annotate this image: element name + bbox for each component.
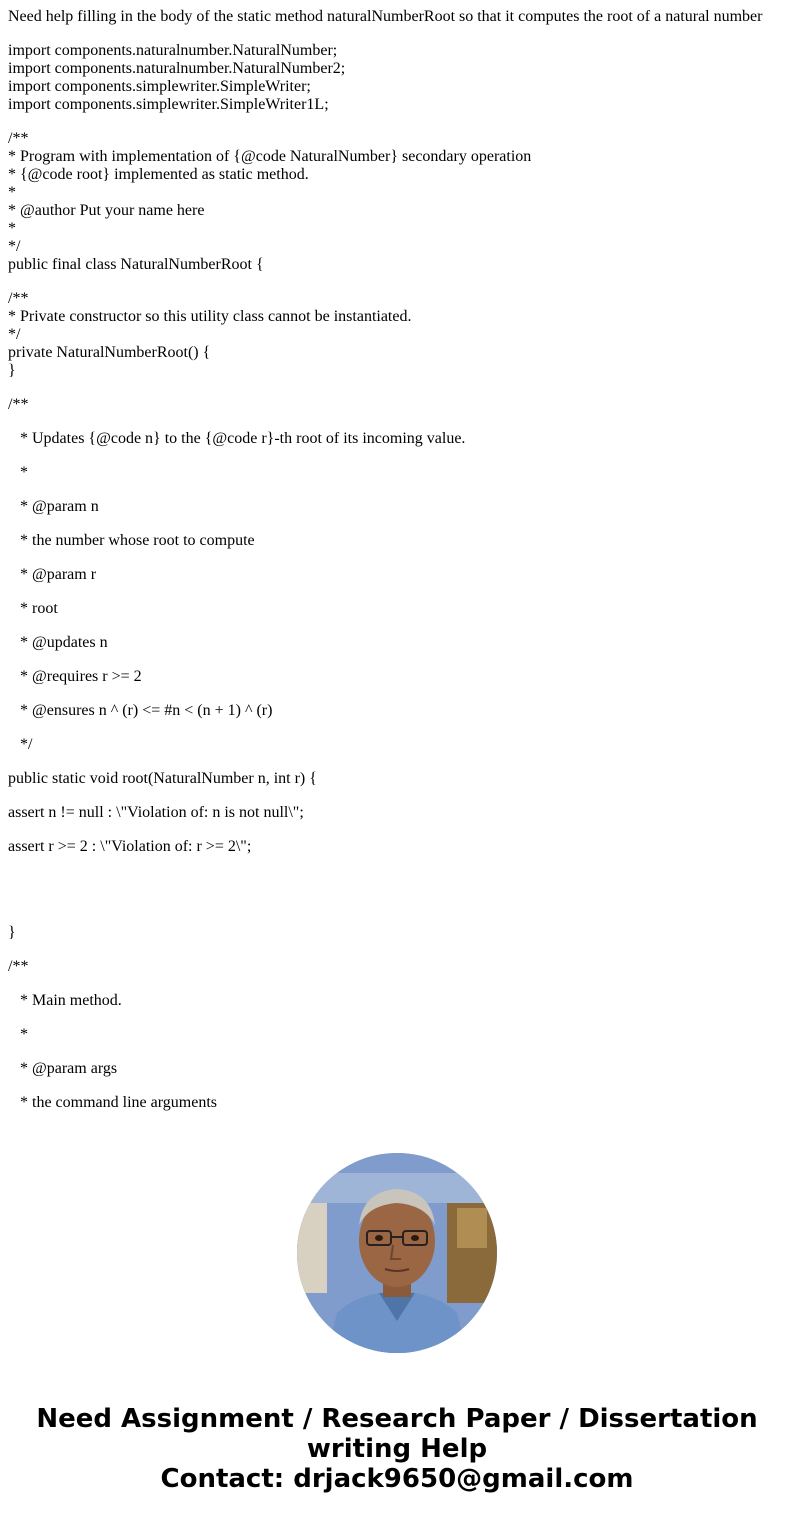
class-declaration: public final class NaturalNumberRoot { bbox=[8, 256, 264, 273]
constructor-declaration: private NaturalNumberRoot() { bbox=[8, 344, 211, 361]
main-doc-line: * the command line arguments bbox=[8, 1094, 217, 1111]
code-line: * Private constructor so this utility class cannot be instantiated. bbox=[8, 308, 412, 325]
import-line: import components.naturalnumber.NaturalNumber; bbox=[8, 42, 338, 59]
import-line: import components.naturalnumber.NaturalNumber2; bbox=[8, 60, 346, 77]
code-line: * @author Put your name here bbox=[8, 202, 205, 219]
code-line: * {@code root} implemented as static method. bbox=[8, 166, 309, 183]
code-line: } bbox=[8, 362, 16, 379]
root-doc-line: * @updates n bbox=[8, 634, 108, 651]
empty-method-body bbox=[8, 872, 788, 924]
root-doc-line: * root bbox=[8, 600, 58, 617]
root-doc-line: * @param r bbox=[8, 566, 97, 583]
root-doc-line: */ bbox=[8, 736, 33, 753]
root-doc-line: * Updates {@code n} to the {@code r}-th root of its incoming value. bbox=[8, 430, 466, 447]
code-line: * Program with implementation of {@code NaturalNumber} secondary operation bbox=[8, 148, 532, 165]
root-doc-line: * bbox=[8, 464, 28, 481]
code-line: /** bbox=[8, 290, 29, 307]
method-signature: public static void root(NaturalNumber n, int r) { bbox=[8, 770, 317, 787]
class-doc-block bbox=[8, 130, 788, 274]
import-line: import components.simplewriter.SimpleWriter; bbox=[8, 78, 311, 95]
method-close-brace: } bbox=[8, 924, 16, 941]
code-line: */ bbox=[8, 326, 21, 343]
code-line: */ bbox=[8, 238, 21, 255]
main-doc-line: * @param args bbox=[8, 1060, 118, 1077]
code-line: * bbox=[8, 184, 16, 201]
code-line: /** bbox=[8, 130, 29, 147]
root-doc-line: * @ensures n ^ (r) <= #n < (n + 1) ^ (r) bbox=[8, 702, 273, 719]
question-document bbox=[8, 8, 788, 1122]
imports-block bbox=[8, 42, 788, 114]
constructor-block bbox=[8, 290, 788, 380]
root-doc-line: * @requires r >= 2 bbox=[8, 668, 142, 685]
assert-n-line: assert n != null : \"Violation of: n is not null\"; bbox=[8, 804, 304, 821]
root-doc-line: * @param n bbox=[8, 498, 99, 515]
avatar-portrait bbox=[297, 1153, 497, 1353]
question-heading: Need help filling in the body of the static method naturalNumberRoot so that it computes the root of a natural number bbox=[8, 8, 763, 25]
promo-contact-line: Contact: drjack9650@gmail.com bbox=[160, 1464, 634, 1494]
root-doc-open: /** bbox=[8, 396, 29, 413]
promo-banner bbox=[0, 1404, 794, 1494]
root-doc-line: * the number whose root to compute bbox=[8, 532, 255, 549]
main-doc-line: * Main method. bbox=[8, 992, 122, 1009]
promo-line-2: writing Help bbox=[306, 1434, 488, 1464]
import-line: import components.simplewriter.SimpleWriter1L; bbox=[8, 96, 329, 113]
main-doc-line: * bbox=[8, 1026, 28, 1043]
avatar bbox=[297, 1153, 497, 1353]
code-line: * bbox=[8, 220, 16, 237]
main-doc-open: /** bbox=[8, 958, 29, 975]
promo-line-1: Need Assignment / Research Paper / Dissertation bbox=[36, 1404, 758, 1434]
assert-r-line: assert r >= 2 : \"Violation of: r >= 2\"; bbox=[8, 838, 252, 855]
